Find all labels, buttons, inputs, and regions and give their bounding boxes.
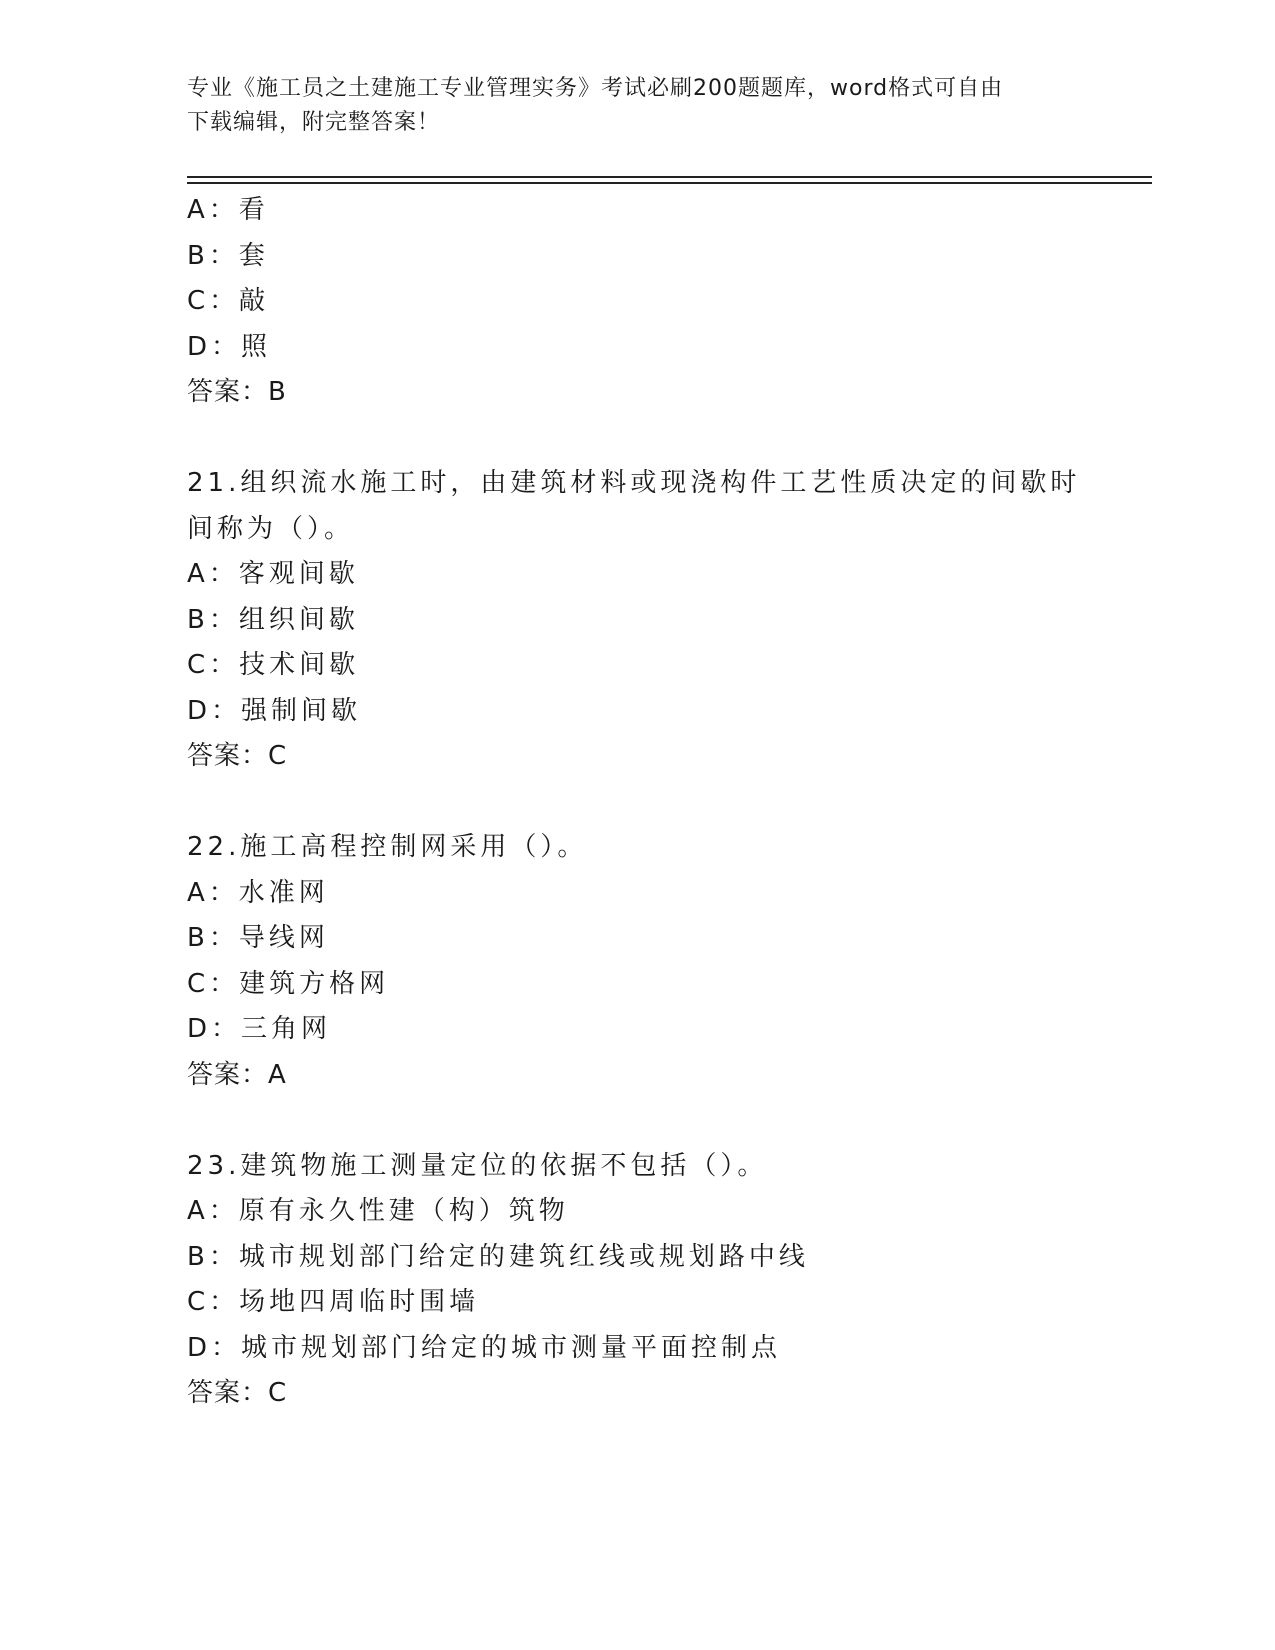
option-a: A：水准网 (187, 877, 329, 908)
question-list (187, 188, 1147, 1417)
header-divider-bottom (187, 182, 1152, 184)
option-b: B：导线网 (187, 923, 329, 953)
option-c: C：敲 (187, 286, 270, 316)
header-line-1: 专业《施工员之土建施工专业管理实务》考试必刷200题题库，word格式可自由 (187, 76, 1004, 101)
header-divider-top (187, 176, 1152, 178)
question-21 (187, 461, 1147, 780)
option-b: B：城市规划部门给定的建筑红线或规划路中线 (187, 1241, 809, 1272)
option-d: D：城市规划部门给定的城市测量平面控制点 (187, 1332, 782, 1363)
option-b: B：套 (187, 240, 269, 271)
question-text: 23.建筑物施工测量定位的依据不包括（）。 (187, 1150, 768, 1181)
answer-line: 答案：B (187, 377, 287, 407)
option-c: C：技术间歇 (187, 650, 360, 680)
question-22 (187, 825, 1147, 1098)
option-c: C：建筑方格网 (187, 968, 390, 999)
option-d: D：强制间歇 (187, 695, 362, 726)
option-b: B：组织间歇 (187, 604, 359, 635)
answer-line: 答案：C (187, 741, 288, 771)
answer-line: 答案：C (187, 1378, 288, 1408)
option-d: D：照 (187, 331, 272, 362)
question-23 (187, 1144, 1147, 1417)
header-line-2: 下载编辑，附完整答案！ (187, 110, 441, 135)
option-a: A：原有永久性建（构）筑物 (187, 1196, 569, 1226)
option-d: D：三角网 (187, 1014, 332, 1044)
question-text: 21.组织流水施工时，由建筑材料或现浇构件工艺性质决定的间歇时间称为（）。 (187, 468, 1081, 544)
option-a: A：看 (187, 195, 269, 225)
prev-question-options (187, 188, 1147, 416)
option-c: C：场地四周临时围墙 (187, 1287, 480, 1317)
document-header (187, 72, 1067, 140)
question-text: 22.施工高程控制网采用（）。 (187, 832, 588, 862)
answer-line: 答案：A (187, 1059, 287, 1090)
option-a: A：客观间歇 (187, 559, 359, 589)
